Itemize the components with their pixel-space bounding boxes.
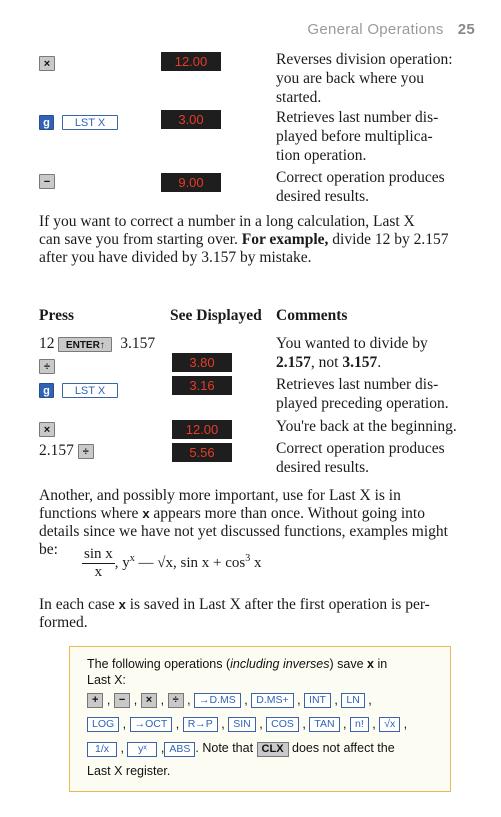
text-line: be: [39, 541, 58, 558]
tan-key: TAN [309, 717, 339, 732]
text-run: The following operations ( [87, 657, 231, 671]
display-value: 3.16 [172, 376, 232, 395]
factorial-key: n! [350, 717, 369, 732]
comment [276, 417, 486, 436]
comment-line: You're back at the beginning. [276, 418, 457, 435]
press-step [39, 441, 94, 460]
text-run-bold: 2.157 [276, 354, 311, 371]
reciprocal-key: 1/x [87, 742, 117, 757]
minus-key: − [114, 693, 130, 708]
multiply-key: × [141, 693, 157, 708]
formula [82, 546, 261, 581]
g-lstx-keys [39, 113, 118, 131]
divide-key [39, 357, 55, 375]
display-readout [172, 353, 232, 372]
comment-line: tion operation. [276, 147, 367, 164]
text-line: If you want to correct a number in a long calculation, Last X [39, 213, 415, 230]
g-shift-key: g [39, 383, 54, 398]
enter-key: ENTER↑ [58, 337, 112, 352]
text-line: Another, and possibly more important, use for Last X is in [39, 487, 401, 504]
text-run: In each case [39, 596, 119, 613]
key-row: 1/x , yˣ , ABS . Note that CLX does not affect the [87, 740, 439, 756]
lstx-key: LST X [62, 383, 118, 398]
display-value: 12.00 [161, 52, 221, 71]
note-line: Last X register. [87, 763, 171, 778]
text-run: can save you from starting over. [39, 231, 242, 248]
g-lstx-keys [39, 381, 118, 399]
comment-line: Reverses division operation: [276, 51, 453, 68]
note-content [87, 656, 439, 779]
denominator: x [94, 564, 103, 580]
formula-text: x [250, 554, 262, 571]
divide-key: ÷ [168, 693, 184, 708]
to-dms-key: →D.MS [194, 693, 241, 708]
key-label: − [39, 174, 55, 189]
column-comments: Comments [276, 307, 348, 324]
display-readout [161, 52, 221, 71]
display-readout [161, 173, 221, 192]
comment-line: You wanted to divide by [276, 335, 428, 352]
text-run-bold: 3.157 [342, 354, 378, 371]
comment [276, 168, 486, 206]
comment-line: Retrieves last number dis- [276, 376, 439, 393]
comment-line: played preceding operation. [276, 395, 449, 412]
number-entry: 12 [39, 335, 55, 352]
x-register-symbol: x [118, 597, 126, 612]
section-title: General Operations [307, 21, 444, 38]
text-line: details since we have not yet discussed functions, examples might [39, 523, 448, 540]
comment [276, 375, 486, 413]
power-key: yˣ [127, 742, 157, 757]
text-run: . Note that [195, 741, 257, 756]
dms-plus-key: D.MS+ [251, 693, 293, 708]
note-box [69, 646, 451, 792]
clx-key: CLX [257, 742, 289, 757]
cos-key: COS [266, 717, 299, 732]
comment-line [276, 353, 486, 372]
number-entry: 2.157 [39, 442, 74, 459]
text-run: . [377, 354, 382, 371]
key-label: × [39, 422, 55, 437]
int-key: INT [304, 693, 331, 708]
sin-key: SIN [228, 717, 256, 732]
note-line [87, 656, 439, 672]
multiply-key [39, 54, 55, 72]
text-line: formed. [39, 614, 88, 631]
ln-key: LN [341, 693, 364, 708]
comment-line: desired results. [276, 459, 369, 476]
text-run-italic: including inverses [230, 657, 330, 671]
key-label: × [39, 56, 55, 71]
x-register-symbol: x [142, 506, 150, 521]
number-entry: 3.157 [120, 335, 156, 352]
fraction [82, 546, 115, 581]
intro-paragraph [39, 213, 476, 267]
text-run: functions where [39, 505, 143, 522]
x-register-symbol: x [367, 657, 374, 671]
display-value: 3.00 [161, 110, 221, 129]
sqrt-key: √x [379, 717, 400, 732]
numerator: sin x [84, 546, 113, 562]
subtract-key [39, 172, 55, 190]
divide-key: ÷ [78, 444, 94, 459]
comment-line: Correct operation produces [276, 440, 445, 457]
comment [276, 439, 486, 477]
text-line: after you have divided by 3.157 by mistake. [39, 249, 312, 266]
display-value: 12.00 [172, 420, 232, 439]
comment [276, 334, 486, 372]
column-press: Press [39, 307, 75, 324]
comment [276, 50, 486, 107]
g-shift-key: g [39, 115, 54, 130]
superscript: x [129, 552, 135, 564]
comment-line: Correct operation produces [276, 169, 445, 186]
display-readout [172, 443, 232, 462]
lstx-key: LST X [62, 115, 118, 130]
text-line [39, 596, 476, 614]
text-run: appears more than once. Without going into [149, 505, 425, 522]
key-row: + , − , × , ÷ , →D.MS , D.MS+ , INT , LN , [87, 692, 439, 708]
text-run: does not affect the [288, 741, 395, 756]
text-run: divide 12 by 2.157 [328, 231, 449, 248]
to-oct-key: →OCT [130, 717, 173, 732]
display-value: 3.80 [172, 353, 232, 372]
display-readout [161, 110, 221, 129]
text-run: , not [310, 354, 343, 371]
display-value: 9.00 [161, 173, 221, 192]
key-row: LOG , →OCT , R→P , SIN , COS , TAN , n! , √x , [87, 716, 439, 732]
lastx-paragraph [39, 596, 476, 632]
formula-text: — √x, sin x + cos [134, 554, 246, 571]
formula-text: , y [114, 554, 130, 571]
comment-line: desired results. [276, 188, 369, 205]
column-display: See Displayed [170, 307, 262, 324]
comment-line: started. [276, 89, 322, 106]
text-run: in [373, 657, 388, 671]
display-readout [172, 420, 232, 439]
plus-key: + [87, 693, 103, 708]
display-readout [172, 376, 232, 395]
superscript: 3 [245, 552, 251, 564]
press-step [39, 334, 155, 353]
text-run: ) save [329, 657, 368, 671]
comment-line: you are back where you [276, 70, 425, 87]
page-header [307, 21, 475, 38]
comment [276, 108, 486, 165]
key-label: ÷ [39, 359, 55, 374]
display-value: 5.56 [172, 443, 232, 462]
text-line [39, 231, 476, 249]
abs-key: ABS [164, 742, 195, 757]
multiply-key [39, 420, 55, 438]
comment-line: played before multiplica- [276, 128, 433, 145]
note-line: Last X: [87, 673, 126, 687]
comment-line: Retrieves last number dis- [276, 109, 439, 126]
text-line [39, 505, 476, 523]
text-run-bold: For example, [241, 231, 329, 248]
r-to-p-key: R→P [183, 717, 218, 732]
text-run: is saved in Last X after the first operation is per- [125, 596, 430, 613]
page-number: 25 [457, 21, 475, 38]
log-key: LOG [87, 717, 119, 732]
